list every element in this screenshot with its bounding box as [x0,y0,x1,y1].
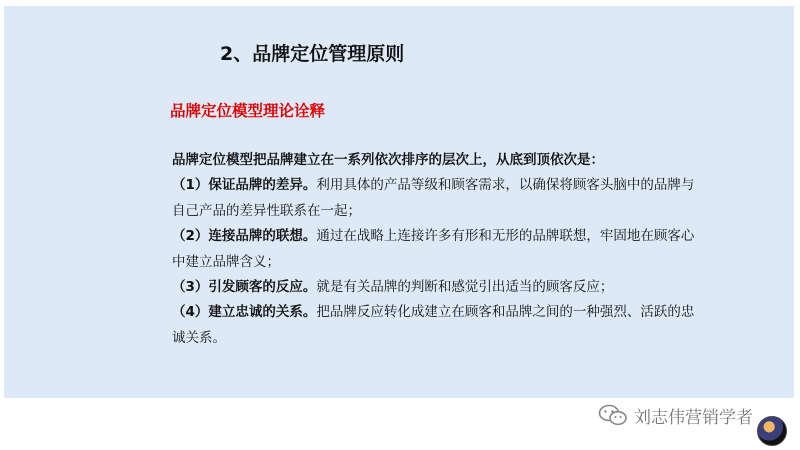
list-item [172,300,702,351]
list-item-text: 利用具体的产品等级和顾客需求，以确保将顾客头脑中的品牌与自己产品的差异性联系在一起； [172,177,695,219]
slide [4,6,794,398]
wechat-icon [598,404,628,426]
watermark-text: 刘志伟营销学者 [634,407,753,428]
list-item-lead: （2）连接品牌的联想。 [172,228,317,245]
avatar [757,416,787,446]
list-item-text: 通过在战略上连接许多有形和无形的品牌联想，牢固地在顾客心中建立品牌含义； [172,228,695,270]
list-item-lead: （4）建立忠诚的关系。 [172,304,317,321]
body-intro: 品牌定位模型把品牌建立在一系列依次排序的层次上，从底到顶依次是： [172,152,604,168]
slide-body [172,148,702,351]
list-item-text: 把品牌反应转化成建立在顾客和品牌之间的一种强烈、活跃的忠诚关系。 [172,304,695,346]
slide-subtitle: 品牌定位模型理论诠释 [170,102,326,120]
watermark [598,402,753,428]
list-item-lead: （1）保证品牌的差异。 [172,177,317,194]
slide-title: 2、品牌定位管理原则 [220,43,405,65]
list-item-text: 就是有关品牌的判断和感觉引出适当的顾客反应； [316,279,614,296]
list-item [172,224,702,275]
list-item [172,275,702,300]
list-item [172,173,702,224]
list-item-lead: （3）引发顾客的反应。 [172,279,317,296]
